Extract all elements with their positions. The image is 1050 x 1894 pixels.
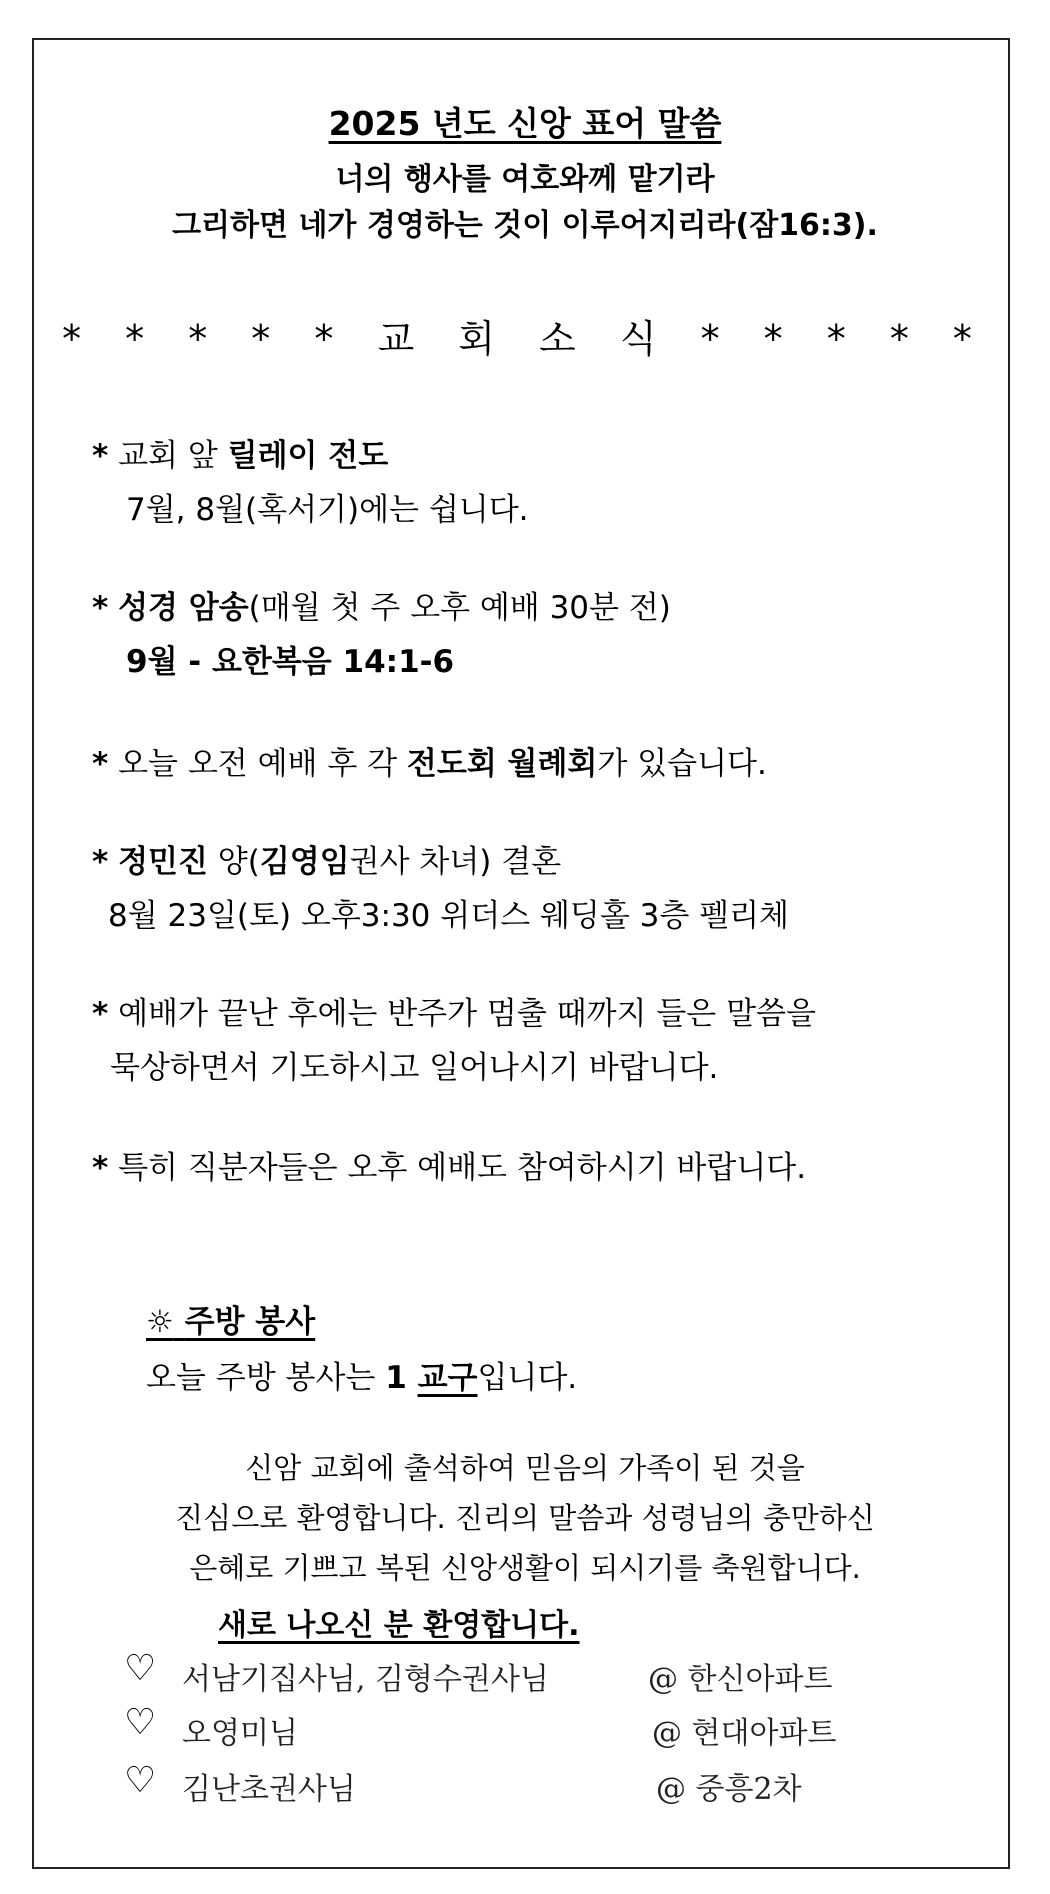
motto-title: 2025 년도 신앙 표어 말씀: [328, 104, 722, 143]
news-item-mission: * 오늘 오전 예배 후 각 전도회 월례회가 있습니다.: [92, 746, 767, 782]
newcomer-place: @ 한신아파트: [648, 1662, 833, 1697]
news-item-wedding: * 정민진 양(김영임권사 차녀) 결혼: [92, 844, 562, 880]
bullet: *: [92, 844, 109, 880]
newcomer-welcome-heading: 새로 나오신 분 환영합니다.: [218, 1608, 580, 1643]
news-item-officers: * 특히 직분자들은 오후 예배도 참여하시기 바랍니다.: [92, 1150, 807, 1186]
bullet: *: [92, 590, 109, 626]
kitchen-heading: ☼ 주방 봉사: [146, 1304, 316, 1340]
church-news-heading: * * * * * 교 회 소 식 * * * * *: [62, 317, 988, 361]
bullet: *: [92, 996, 109, 1032]
newcomer-name: 김난초권사님: [182, 1772, 356, 1807]
newcomer-name: 오영미님: [182, 1716, 298, 1751]
welcome-line2: 진심으로 환영합니다. 진리의 말씀과 성령님의 충만하신: [175, 1501, 875, 1535]
news-item-relay: * 교회 앞 릴레이 전도: [92, 438, 389, 474]
bullet: *: [92, 1150, 109, 1186]
motto-verse-line2: 그리하면 네가 경영하는 것이 이루어지리라(잠16:3).: [172, 208, 878, 243]
bullet: *: [92, 746, 109, 782]
motto-verse-line1: 너의 행사를 여호와께 맡기라: [335, 162, 715, 197]
newcomer-place: @ 현대아파트: [652, 1716, 837, 1751]
welcome-line3: 은혜로 기쁘고 복된 신앙생활이 되시기를 축원합니다.: [189, 1551, 861, 1585]
news-item-memorize-verse: 9월 - 요한복음 14:1-6: [126, 644, 455, 680]
welcome-line1: 신암 교회에 출석하여 믿음의 가족이 된 것을: [245, 1451, 805, 1485]
heart-icon: ♡: [124, 1760, 157, 1801]
bullet: *: [92, 438, 109, 474]
news-item-after-service-line2: 묵상하면서 기도하시고 일어나시기 바랍니다.: [110, 1050, 719, 1086]
newcomer-name: 서남기집사님, 김형수권사님: [182, 1662, 549, 1697]
newcomer-place: @ 중흥2차: [656, 1772, 802, 1807]
news-item-after-service: * 예배가 끝난 후에는 반주가 멈출 때까지 들은 말씀을: [92, 996, 816, 1032]
heart-icon: ♡: [124, 1648, 157, 1689]
news-item-wedding-detail: 8월 23일(토) 오후3:30 위더스 웨딩홀 3층 펠리체: [108, 898, 790, 934]
news-item-memorize: * 성경 암송(매월 첫 주 오후 예배 30분 전): [92, 590, 671, 626]
news-item-relay-detail: 7월, 8월(혹서기)에는 쉽니다.: [126, 492, 529, 528]
sun-icon: ☼: [146, 1304, 174, 1340]
heart-icon: ♡: [124, 1702, 157, 1743]
kitchen-detail: 오늘 주방 봉사는 1 교구입니다.: [146, 1360, 578, 1396]
